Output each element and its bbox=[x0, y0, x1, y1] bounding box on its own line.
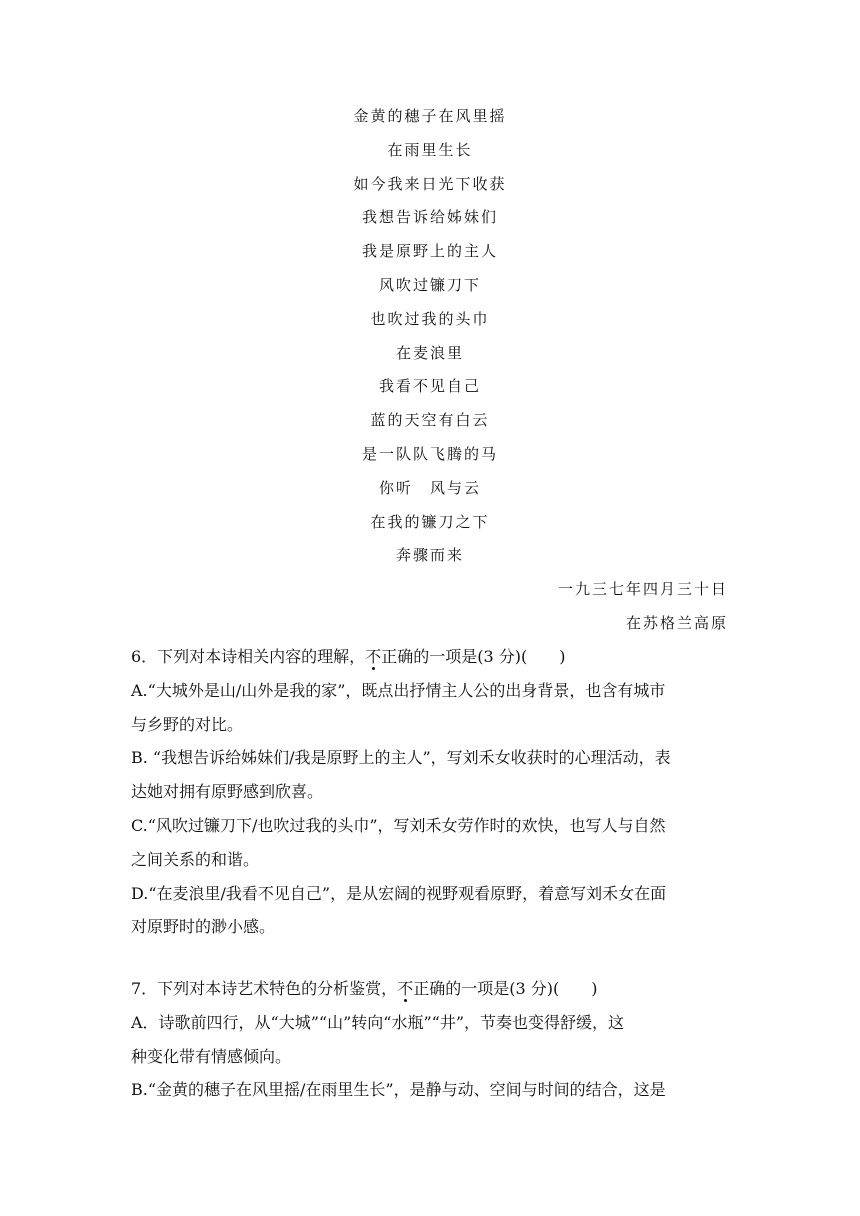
option-a: A.“大城外是山/山外是我的家”，既点出抒情主人公的出身背景，也含有城市 与乡野的对比。 bbox=[131, 680, 666, 734]
poem-line: 如今我来日光下收获 bbox=[353, 174, 507, 193]
emphasis-dot: 不 bbox=[365, 647, 382, 666]
emphasis-dot: 不 bbox=[397, 979, 414, 998]
option-b: B. “我想告诉给姊妹们/我是原野上的主人”，写刘禾女收获时的心理活动，表 达她对拥有原野感到欣喜。 bbox=[131, 748, 671, 802]
poem-line: 也吹过我的头巾 bbox=[370, 309, 490, 328]
poem-line: 金黄的穗子在风里摇 bbox=[353, 107, 507, 125]
poem-line: 我是原野上的主人 bbox=[361, 242, 498, 261]
question-7 bbox=[131, 972, 731, 1107]
question-stem: 7．下列对本诗艺术特色的分析鉴赏，不正确的一项是(3 分)( ) bbox=[131, 979, 598, 998]
poem-date: 一九三七年四月三十日 bbox=[557, 580, 728, 598]
poem-line: 我想告诉给姊妹们 bbox=[361, 208, 498, 227]
option-c: C.“风吹过镰刀下/也吹过我的头巾”，写刘禾女劳作时的欢快，也写人与自然 之间关系的和谐。 bbox=[131, 815, 666, 869]
poem-line: 风吹过镰刀下 bbox=[378, 275, 481, 294]
poem-line: 蓝的天空有白云 bbox=[370, 411, 490, 430]
question-stem: 6．下列对本诗相关内容的理解，不正确的一项是(3 分)( ) bbox=[131, 647, 566, 666]
poem bbox=[0, 100, 860, 573]
poem-line: 奔骤而来 bbox=[395, 546, 464, 565]
poem-line: 我看不见自己 bbox=[378, 377, 481, 396]
poem-line: 你听 风与云 bbox=[378, 478, 481, 497]
poem-line: 是一队队飞腾的马 bbox=[361, 444, 498, 463]
poem-line: 在我的镰刀之下 bbox=[370, 512, 490, 531]
poem-place: 在苏格兰高原 bbox=[625, 614, 728, 632]
option-a: A．诗歌前四行，从“大城”“山”转向“水瓶”“井”，节奏也变得舒缓，这 种变化带有情感倾向。 bbox=[131, 1012, 624, 1066]
option-b: B.“金黄的穗子在风里摇/在雨里生长”，是静与动、空间与时间的结合，这是 bbox=[131, 1080, 666, 1100]
poem-line: 在雨里生长 bbox=[387, 140, 473, 159]
question-6 bbox=[131, 640, 731, 944]
poem-line: 在麦浪里 bbox=[395, 343, 464, 362]
option-d: D.“在麦浪里/我看不见自己”，是从宏阔的视野观看原野，着意写刘禾女在面 对原野时的渺小感。 bbox=[131, 883, 667, 937]
